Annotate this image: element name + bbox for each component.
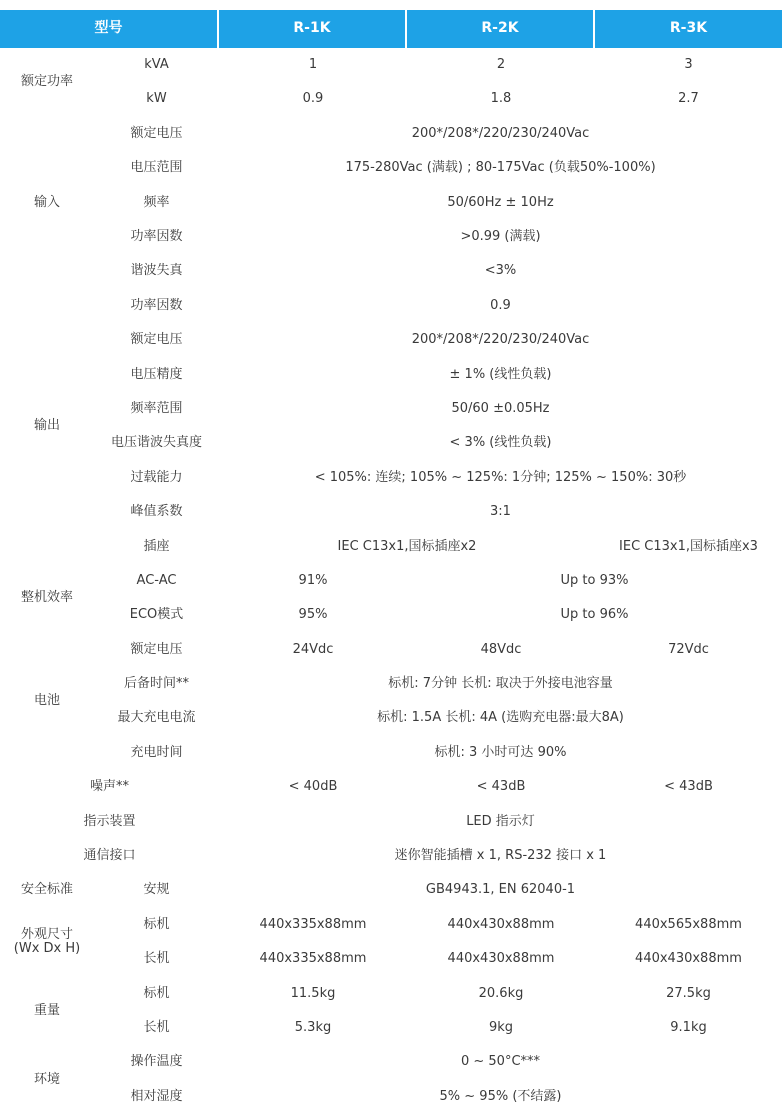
cell-value: 5.3kg xyxy=(294,1019,332,1035)
cell-value: 0 ~ 50°C*** xyxy=(460,1054,541,1070)
row-label: 频率范围 xyxy=(130,400,183,416)
table-row xyxy=(0,598,782,632)
table-row xyxy=(0,529,782,563)
row-label: 安规 xyxy=(143,882,170,898)
cell-value: < 43dB xyxy=(476,779,526,795)
cell-value: 1 xyxy=(308,57,318,73)
row-label: kVA xyxy=(144,57,169,73)
table-row xyxy=(0,358,782,392)
table-row xyxy=(0,1011,782,1045)
cell-value: 2 xyxy=(496,57,506,73)
row-label: 额定电压 xyxy=(130,125,183,141)
cell-value: >0.99 (满载) xyxy=(460,229,541,244)
cell-value: 50/60 ±0.05Hz xyxy=(451,400,550,416)
row-label: 峰值系数 xyxy=(130,504,183,520)
row-label: 标机 xyxy=(143,916,170,932)
table-row xyxy=(0,48,782,82)
spec-table xyxy=(0,10,782,1114)
table-row xyxy=(0,289,782,323)
row-label: 电压谐波失真度 xyxy=(110,435,202,451)
cell-value: < 40dB xyxy=(288,779,338,795)
cell-value: 9kg xyxy=(488,1019,514,1035)
group-dimensions: 外观尺寸 (Wx Dx H) xyxy=(13,926,81,957)
table-row xyxy=(0,495,782,529)
group-input: 输入 xyxy=(33,194,60,210)
cell-value: 2.7 xyxy=(678,91,699,107)
cell-value: 72Vdc xyxy=(668,641,709,657)
row-label: 过载能力 xyxy=(130,469,183,485)
table-row xyxy=(0,426,782,460)
cell-value: 标机: 3 小时可达 90% xyxy=(434,744,567,760)
table-row xyxy=(0,254,782,288)
cell-value: 440x335x88mm xyxy=(259,951,367,967)
table-row xyxy=(0,633,782,667)
table-row xyxy=(0,839,782,873)
row-label: 谐波失真 xyxy=(130,263,183,279)
cell-value: 440x565x88mm xyxy=(635,916,742,932)
cell-value: 91% xyxy=(298,572,328,588)
row-label: AC-AC xyxy=(136,572,177,588)
row-label: 长机 xyxy=(143,1019,170,1035)
row-label: 功率因数 xyxy=(130,297,183,313)
group-rated-power: 额定功率 xyxy=(20,74,73,90)
cell-value: ± 1% (线性负载) xyxy=(449,366,552,382)
cell-value: Up to 93% xyxy=(560,572,629,588)
cell-value: 20.6kg xyxy=(478,985,524,1001)
cell-value: 3:1 xyxy=(490,504,511,520)
row-label: 通信接口 xyxy=(83,848,136,864)
cell-value: < 43dB xyxy=(664,779,713,795)
table-row xyxy=(0,461,782,495)
row-label: 额定电压 xyxy=(130,332,183,348)
cell-value: 175-280Vac (满载) ; 80-175Vac (负载50%-100%) xyxy=(345,160,656,176)
row-label: 指示装置 xyxy=(83,813,136,829)
header-model: 型号 xyxy=(0,10,219,48)
table-row xyxy=(0,117,782,151)
cell-value: IEC C13x1,国标插座x2 xyxy=(337,538,477,554)
header-row xyxy=(0,10,782,48)
row-label: 额定电压 xyxy=(130,641,183,657)
row-label: 插座 xyxy=(143,538,170,554)
cell-value: 48Vdc xyxy=(480,641,522,657)
cell-value: 0.9 xyxy=(302,91,324,107)
table-row xyxy=(0,151,782,185)
cell-value: 440x430x88mm xyxy=(447,916,555,932)
cell-value: < 105%: 连续; 105% ~ 125%: 1分钟; 125% ~ 150%: 30秒 xyxy=(314,469,687,485)
table-row xyxy=(0,977,782,1011)
cell-value: LED 指示灯 xyxy=(466,813,535,829)
table-row xyxy=(0,908,782,942)
cell-value: 27.5kg xyxy=(666,985,711,1001)
cell-value: 迷你智能插槽 x 1, RS-232 接口 x 1 xyxy=(394,848,607,864)
row-label: ECO模式 xyxy=(129,607,184,623)
table-row xyxy=(0,736,782,770)
group-output: 输出 xyxy=(33,418,60,434)
table-row xyxy=(0,323,782,357)
header-r2k: R-2K xyxy=(407,10,595,48)
cell-value: <3% xyxy=(484,263,517,279)
row-label: 电压精度 xyxy=(130,366,183,382)
cell-value: < 3% (线性负载) xyxy=(449,435,552,451)
row-label: 噪声** xyxy=(89,779,129,795)
table-row xyxy=(0,667,782,701)
group-weight: 重量 xyxy=(33,1002,60,1018)
cell-value: 200*/208*/220/230/240Vac xyxy=(411,332,590,348)
table-row xyxy=(0,392,782,426)
table-row xyxy=(0,220,782,254)
row-label: kW xyxy=(146,91,167,107)
cell-value: 1.8 xyxy=(490,91,512,107)
cell-value: 24Vdc xyxy=(292,641,334,657)
cell-value: 200*/208*/220/230/240Vac xyxy=(411,125,590,141)
row-label: 操作温度 xyxy=(130,1054,183,1070)
table-row xyxy=(0,805,782,839)
table-row xyxy=(0,1045,782,1079)
cell-value: 5% ~ 95% (不结露) xyxy=(439,1088,562,1104)
table-row xyxy=(0,564,782,598)
row-label: 相对湿度 xyxy=(130,1088,183,1104)
row-label: 最大充电电流 xyxy=(117,710,196,726)
cell-value: IEC C13x1,国标插座x3 xyxy=(619,538,758,554)
row-label: 充电时间 xyxy=(130,744,183,760)
group-safety: 安全标准 xyxy=(20,882,73,898)
cell-value: 标机: 1.5A 长机: 4A (选购充电器:最大8A) xyxy=(377,710,624,726)
cell-value: 440x430x88mm xyxy=(447,951,555,967)
table-row xyxy=(0,82,782,116)
cell-value: 11.5kg xyxy=(290,985,336,1001)
row-label: 标机 xyxy=(143,985,170,1001)
table-row xyxy=(0,770,782,804)
cell-value: 440x430x88mm xyxy=(635,951,742,967)
cell-value: Up to 96% xyxy=(560,607,629,623)
cell-value: GB4943.1, EN 62040-1 xyxy=(425,882,576,898)
row-label: 功率因数 xyxy=(130,229,183,244)
cell-value: 3 xyxy=(684,57,693,73)
cell-value: 9.1kg xyxy=(670,1019,707,1035)
table-row xyxy=(0,186,782,220)
group-environment: 环境 xyxy=(33,1071,60,1087)
table-row xyxy=(0,942,782,976)
row-label: 长机 xyxy=(143,951,170,967)
group-efficiency: 整机效率 xyxy=(20,590,73,606)
row-label: 频率 xyxy=(143,194,170,210)
cell-value: 95% xyxy=(298,607,328,623)
cell-value: 0.9 xyxy=(490,297,511,313)
group-battery: 电池 xyxy=(33,693,60,709)
table-row xyxy=(0,873,782,907)
header-r3k: R-3K xyxy=(595,10,782,48)
row-label: 电压范围 xyxy=(130,160,183,176)
table-row xyxy=(0,1080,782,1114)
cell-value: 440x335x88mm xyxy=(259,916,367,932)
header-r1k: R-1K xyxy=(219,10,407,48)
cell-value: 标机: 7分钟 长机: 取决于外接电池容量 xyxy=(388,676,613,692)
row-label: 后备时间** xyxy=(123,676,189,692)
cell-value: 50/60Hz ± 10Hz xyxy=(447,194,554,210)
table-row xyxy=(0,701,782,735)
